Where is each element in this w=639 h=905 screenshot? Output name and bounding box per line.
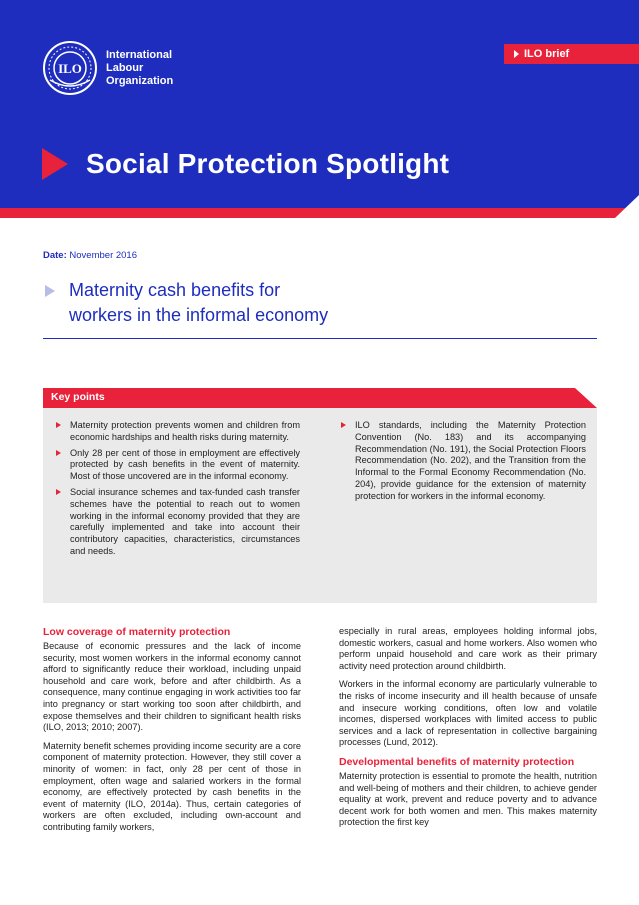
ilo-logo: [42, 40, 173, 96]
section-heading: Developmental benefits of maternity protection: [339, 755, 575, 768]
document-title: [69, 278, 429, 328]
publication-date: [43, 250, 137, 261]
arrow-right-icon: [514, 50, 519, 58]
body-column-right: [339, 626, 597, 836]
header-corner-cut: [615, 195, 639, 218]
brief-tag-label: ILO brief: [524, 48, 570, 60]
body-paragraph: Because of economic pressures and the lack of income security, most women workers in the informal economy cannot afford to significantly reduce their workload, including unpaid household and care work, before and after childbirth. As a consequence, many continue engaging in work activities too far into pregnancy or start working too soon after childbirth, and expose themselves and their children to significant health risks (ILO, 2013; 2010; 2007).: [43, 641, 301, 733]
play-arrow-icon: [42, 148, 68, 180]
spotlight-title: Social Protection Spotlight: [86, 148, 450, 179]
title-arrow-icon: [45, 285, 55, 297]
key-point-item: Only 28 per cent of those in employment are effectively protected by cash benefits in the event of maternity. Most of those uncovered are in the informal economy.: [55, 448, 300, 483]
title-divider: [43, 338, 597, 339]
key-points-list-right: [340, 420, 586, 507]
key-point-item: Maternity protection prevents women and children from economic hardships and health risks during maternity.: [55, 420, 300, 444]
date-label: Date:: [43, 250, 67, 261]
title-line: workers in the informal economy: [69, 305, 329, 325]
organization-name: [106, 49, 173, 88]
org-name-line: Organization: [106, 74, 174, 87]
title-line: Maternity cash benefits for: [69, 280, 281, 300]
key-point-item: Social insurance schemes and tax-funded cash transfer schemes have the potential to reach out to women working in the informal economy provided that they are carefully implemented and take into account their contributory capacities, characteristics, circumstances and needs.: [55, 487, 300, 558]
body-column-left: [43, 626, 301, 841]
date-value: November 2016: [69, 250, 138, 261]
key-points-bar-cut: [575, 388, 597, 408]
key-points-list-left: [55, 420, 300, 562]
body-paragraph: Workers in the informal economy are particularly vulnerable to the risks of income insecurity and ill health because of unsafe and insecure working conditions, often low and volatile incomes, dispersed workplaces with limited access to public services and a lack of representation in collective bargaining processes (Lund, 2012).: [339, 679, 597, 748]
org-name-line: Labour: [106, 61, 144, 74]
body-paragraph: Maternity benefit schemes providing income security are a core component of maternity protection. However, they still cover a minority of women: in fact, only 28 per cent of those in employment, often wage and salaried workers in the formal economy, are effectively protected by cash benefits in the event of maternity (ILO, 2014a). Thus, certain categories of workers are often excluded, including own-account and contributing family workers,: [43, 740, 301, 832]
body-paragraph: especially in rural areas, employees holding informal jobs, domestic workers, casual and home workers. Also women who perform unpaid household and care work as their primary activity need protection around childbirth.: [339, 626, 597, 671]
spotlight-heading: [42, 148, 449, 180]
org-name-line: International: [106, 48, 173, 61]
header-red-stripe: [0, 208, 639, 218]
section-heading: Low coverage of maternity protection: [43, 626, 231, 638]
key-points-label: Key points: [51, 391, 105, 403]
key-points-bar: [43, 388, 597, 408]
logo-text: ILO: [58, 61, 82, 76]
body-paragraph: Maternity protection is essential to promote the health, nutrition and well-being of mothers and their children, to achieve gender equality at work, prevent and reduce poverty and to advance decent work for both women and men. This makes maternity protection the first key: [339, 770, 597, 828]
ilo-emblem-icon: [42, 40, 98, 96]
ilo-brief-tag: [504, 44, 639, 64]
key-point-item: ILO standards, including the Maternity Protection Convention (No. 183) and its accompanying Recommendation (No. 191), the Social Protection Floors Recommendation (No. 202), and the Transition from the Informal to the Formal Economy Recommendation (No. 204), provide guidance for the extension of maternity protection for workers in the informal economy.: [340, 420, 586, 503]
header-banner: [0, 0, 639, 218]
